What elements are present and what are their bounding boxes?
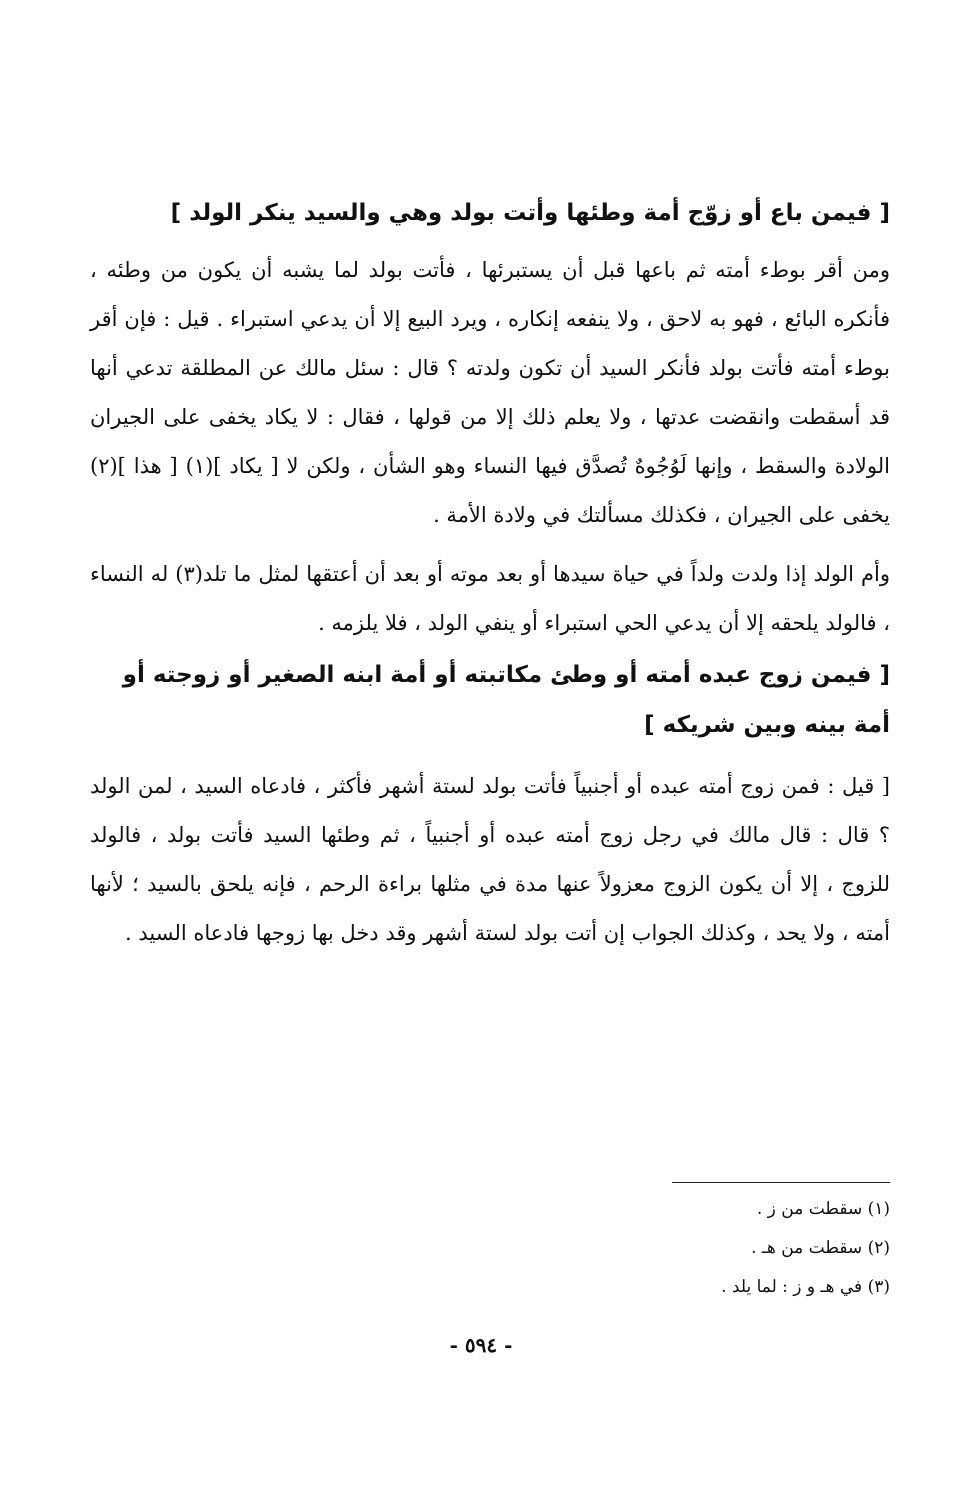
footnote-separator bbox=[672, 1182, 890, 1183]
section-heading: [ فيمن باع أو زوّج أمة وطئها وأتت بولد وهي والسيد ينكر الولد ] bbox=[170, 200, 890, 226]
footnote: (١) سقطت من ز . bbox=[756, 1199, 890, 1219]
paragraph: [ قيل : فمن زوج أمته عبده أو أجنبياً فأتت بولد لستة أشهر فأكثر ، فادعاه السيد ، لمن الولد ؟ قال : قال مالك في رجل زوج أمته عبده أو أجنبياً ، ثم وطئها السيد فأتت بولد ، فالولد للزوج ، إلا أن يكون الزوج معزولاً عنها مدة في مثلها براءة الرحم ، فإنه يلحق بالسيد ؛ لأنها أمته ، ولا يحد ، وكذلك الجواب إن أتت بولد لستة أشهر وقد دخل بها زوجها فادعاه السيد . bbox=[90, 774, 890, 945]
section-heading: [ فيمن زوج عبده أمته أو وطئ مكاتبته أو أمة ابنه الصغير أو زوجته أو أمة بينه وبين شريكه ] bbox=[122, 662, 890, 738]
footnotes bbox=[90, 1190, 890, 1307]
footnote: (٣) في هـ و ز : لما يلد . bbox=[721, 1277, 890, 1297]
paragraph: ومن أقر بوطء أمته ثم باعها قبل أن يستبرئها ، فأتت بولد لما يشبه أن يكون من وطئه ، فأنكره البائع ، فهو به لاحق ، ولا ينفعه إنكاره ، ويرد البيع إلا أن يدعي استبراء . قيل : فإن أقر بوطء أمته فأتت بولد فأنكر السيد أن تكون ولدته ؟ قال : سئل مالك عن المطلقة تدعي أنها قد أسقطت وانقضت عدتها ، ولا يعلم ذلك إلا من قولها ، فقال : لا يكاد يخفى على الجيران الولادة والسقط ، وإنها لَوُجُوهٌ تُصدَّق فيها النساء وهو الشأن ، ولكن لا [ يكاد ](١) [ هذا ](٢) يخفى على الجيران ، فكذلك مسألتك في ولادة الأمة . bbox=[90, 258, 890, 527]
page-number: - ٥٩٤ - bbox=[449, 1333, 513, 1357]
footnote: (٢) سقطت من هـ . bbox=[751, 1238, 890, 1258]
paragraph: وأم الولد إذا ولدت ولداً في حياة سيدها أو بعد موته أو بعد أن أعتقها لمثل ما تلد(٣) له النساء ، فالولد يلحقه إلا أن يدعي الحي استبراء أو ينفي الولد ، فلا يلزمه . bbox=[90, 562, 891, 635]
main-text bbox=[90, 188, 890, 958]
